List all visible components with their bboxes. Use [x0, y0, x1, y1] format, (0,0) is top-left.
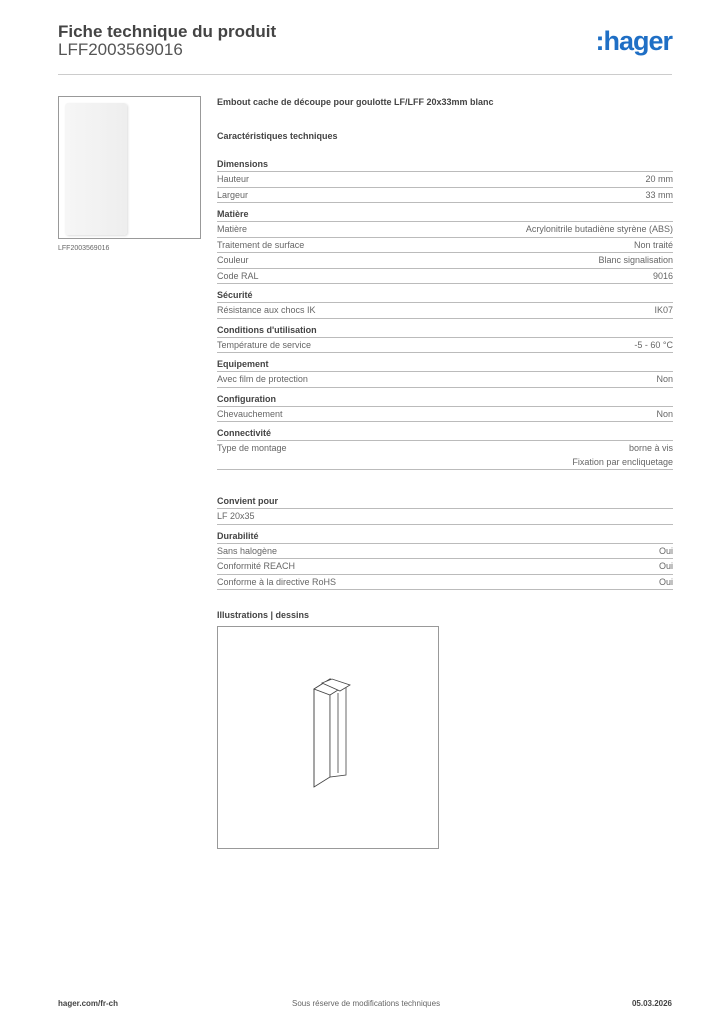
spec-sections [217, 157, 673, 590]
spec-value: Oui [658, 576, 673, 587]
spec-value: Non [656, 374, 673, 384]
spec-value: 9016 [652, 270, 673, 281]
spec-row [217, 172, 673, 188]
spec-row [217, 269, 673, 285]
page-title: Fiche technique du produit [58, 22, 277, 41]
spec-section [217, 392, 673, 423]
technical-drawing [217, 626, 439, 849]
spec-value-group [645, 189, 673, 203]
header-divider [58, 74, 672, 75]
spec-section [217, 494, 673, 525]
section-title: Connectivité [217, 426, 673, 441]
hager-logo: :hager [595, 26, 672, 56]
footer-disclaimer: Sous réserve de modifications techniques [292, 999, 441, 1008]
spec-value-group [645, 173, 673, 187]
spec-value: IK07 [654, 305, 673, 315]
spec-row [217, 544, 673, 560]
spec-row [217, 407, 673, 423]
spec-label: Chevauchement [217, 408, 283, 419]
spec-value: 20 mm [645, 174, 673, 184]
section-title: Matière [217, 207, 673, 222]
section-title: Convient pour [217, 494, 673, 509]
spec-section [217, 529, 673, 591]
spec-section [217, 157, 673, 203]
spec-row [217, 222, 673, 238]
spec-value: Acrylonitrile butadiène styrène (ABS) [525, 224, 673, 234]
product-code: LFF2003569016 [58, 40, 183, 59]
spec-label: Traitement de surface [217, 239, 305, 250]
spec-row [217, 188, 673, 204]
spec-label: Hauteur [217, 174, 250, 184]
spec-value-group [656, 373, 673, 387]
spec-value: Non [656, 408, 673, 419]
spec-label: Type de montage [217, 443, 287, 453]
section-title: Configuration [217, 392, 673, 407]
spec-section [217, 357, 673, 388]
spec-section [217, 323, 673, 354]
spec-value-group [653, 270, 673, 284]
spec-label: LF 20x35 [217, 511, 255, 521]
spec-section [217, 288, 673, 319]
end-cap-drawing [218, 627, 440, 850]
spec-label: Résistance aux chocs IK [217, 305, 316, 315]
spec-value: Oui [658, 545, 673, 556]
footer-website: hager.com/fr-ch [58, 999, 119, 1008]
spec-row [217, 509, 673, 525]
spec-label: Sans halogène [217, 545, 278, 556]
spec-section [217, 207, 673, 284]
spec-row [217, 253, 673, 269]
spec-label: Température de service [217, 339, 312, 350]
spec-section [217, 426, 673, 470]
spec-label: Conformité REACH [217, 561, 296, 571]
product-name: Embout cache de découpe pour goulotte LF/LFF 20x33mm blanc [217, 97, 494, 107]
spec-value-group [634, 239, 673, 253]
spec-row [217, 238, 673, 254]
photo-caption: LFF2003569016 [58, 245, 110, 252]
spec-value: Blanc signalisation [598, 255, 673, 265]
spec-row [217, 559, 673, 575]
spec-row [217, 338, 673, 354]
spec-label: Code RAL [217, 270, 259, 281]
spec-row [217, 575, 673, 591]
spec-label: Conforme à la directive RoHS [217, 576, 337, 587]
spec-value-group [526, 223, 673, 237]
spec-value-group [634, 339, 673, 353]
spec-row [217, 441, 673, 470]
product-photo [58, 96, 201, 239]
spec-value-group [656, 408, 673, 422]
spec-value: Non traité [633, 239, 673, 250]
product-image [65, 103, 127, 235]
spec-value-group [572, 442, 673, 469]
spec-label: Matière [217, 224, 248, 234]
spec-value: Oui [658, 561, 673, 571]
spec-value-group [598, 254, 673, 268]
spec-row [217, 303, 673, 319]
section-title: Dimensions [217, 157, 673, 172]
spec-value-group [659, 545, 673, 559]
footer-date: 05.03.2026 [631, 999, 672, 1008]
spec-value-group [659, 560, 673, 574]
spec-value: -5 - 60 °C [634, 339, 673, 350]
spec-value: borne à vis [628, 443, 673, 453]
section-title: Equipement [217, 357, 673, 372]
section-title: Conditions d'utilisation [217, 323, 673, 338]
spec-value: 33 mm [645, 189, 673, 200]
spec-value-group [659, 576, 673, 590]
spec-label: Avec film de protection [217, 374, 308, 384]
spec-label: Couleur [217, 255, 249, 265]
spec-value-group [654, 304, 673, 318]
spec-value: Fixation par encliquetage [572, 456, 673, 467]
spec-label: Largeur [217, 189, 249, 200]
section-title: Durabilité [217, 529, 673, 544]
main-content [217, 97, 673, 849]
illustrations-title: Illustrations | dessins [217, 610, 310, 620]
characteristics-title: Caractéristiques techniques [217, 131, 338, 141]
section-title: Sécurité [217, 288, 673, 303]
spacer [217, 470, 673, 490]
spec-row [217, 372, 673, 388]
